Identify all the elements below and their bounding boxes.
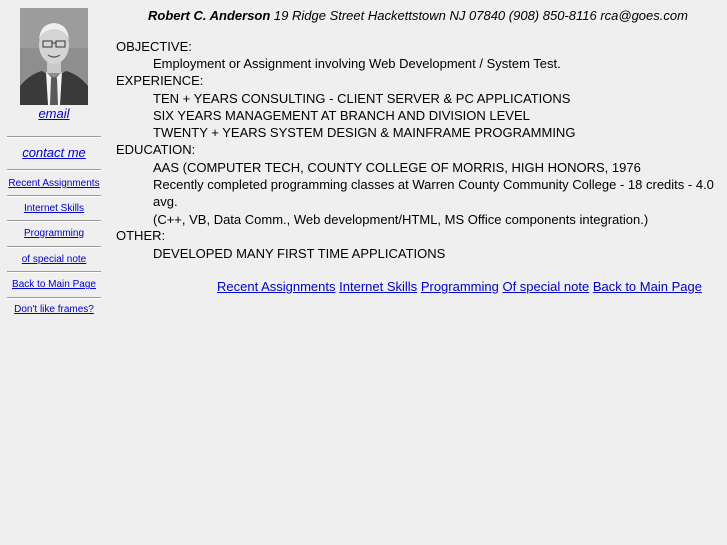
other-heading: OTHER: bbox=[116, 228, 166, 243]
other-item: DEVELOPED MANY FIRST TIME APPLICATIONS bbox=[153, 246, 446, 261]
education-item: AAS (COMPUTER TECH, COUNTY COLLEGE OF MORRIS, HIGH HONORS, 1976 bbox=[153, 160, 641, 175]
education-heading: EDUCATION: bbox=[116, 142, 196, 157]
bottom-link-back-to-main-page[interactable]: Back to Main Page bbox=[592, 279, 702, 294]
bottom-link-recent-assignments[interactable]: Recent Assignments bbox=[217, 279, 336, 294]
objective-heading: OBJECTIVE: bbox=[116, 39, 192, 54]
divider bbox=[7, 271, 101, 273]
left-nav-frame bbox=[0, 0, 108, 545]
nav-link-programming[interactable]: Programming bbox=[23, 228, 85, 239]
objective-text: Employment or Assignment involving Web Development / System Test. bbox=[153, 56, 561, 71]
nav-link-recent-assignments[interactable]: Recent Assignments bbox=[8, 178, 100, 189]
divider bbox=[7, 220, 101, 222]
divider bbox=[7, 169, 101, 171]
experience-item: TWENTY + YEARS SYSTEM DESIGN & MAINFRAME PROGRAMMING bbox=[153, 125, 576, 140]
experience-heading: EXPERIENCE: bbox=[116, 73, 204, 88]
education-item-continued: avg. bbox=[153, 194, 178, 209]
email-link[interactable]: email bbox=[38, 106, 70, 121]
divider bbox=[7, 246, 101, 248]
experience-item: SIX YEARS MANAGEMENT AT BRANCH AND DIVISION LEVEL bbox=[153, 108, 530, 123]
education-item: Recently completed programming classes at Warren County Community College - 18 credits - 4.0 bbox=[153, 177, 714, 192]
nav-link-of-special-note[interactable]: of special note bbox=[21, 254, 87, 265]
contact-header bbox=[148, 8, 688, 23]
experience-item: TEN + YEARS CONSULTING - CLIENT SERVER & PC APPLICATIONS bbox=[153, 91, 571, 106]
nav-link-internet-skills[interactable]: Internet Skills bbox=[23, 203, 85, 214]
divider bbox=[7, 195, 101, 197]
bottom-link-programming[interactable]: Programming bbox=[420, 279, 499, 294]
nav-link-dont-like-frames[interactable]: Don't like frames? bbox=[14, 304, 94, 315]
divider bbox=[7, 297, 101, 299]
person-name: Robert C. Anderson bbox=[148, 8, 271, 23]
contact-address: 19 Ridge Street Hackettstown NJ 07840 (908) 850-8116 rca@goes.com bbox=[270, 8, 688, 23]
education-item: (C++, VB, Data Comm., Web development/HTML, MS Office components integration.) bbox=[153, 212, 649, 227]
nav-link-back-to-main-page[interactable]: Back to Main Page bbox=[12, 279, 96, 290]
bottom-link-internet-skills[interactable]: Internet Skills bbox=[339, 279, 418, 294]
bottom-nav-bar bbox=[217, 279, 702, 294]
bottom-link-of-special-note[interactable]: Of special note bbox=[502, 279, 590, 294]
contact-me-link[interactable]: contact me bbox=[22, 145, 86, 160]
main-content-frame bbox=[108, 0, 727, 545]
profile-photo bbox=[20, 8, 88, 105]
divider bbox=[7, 136, 101, 138]
